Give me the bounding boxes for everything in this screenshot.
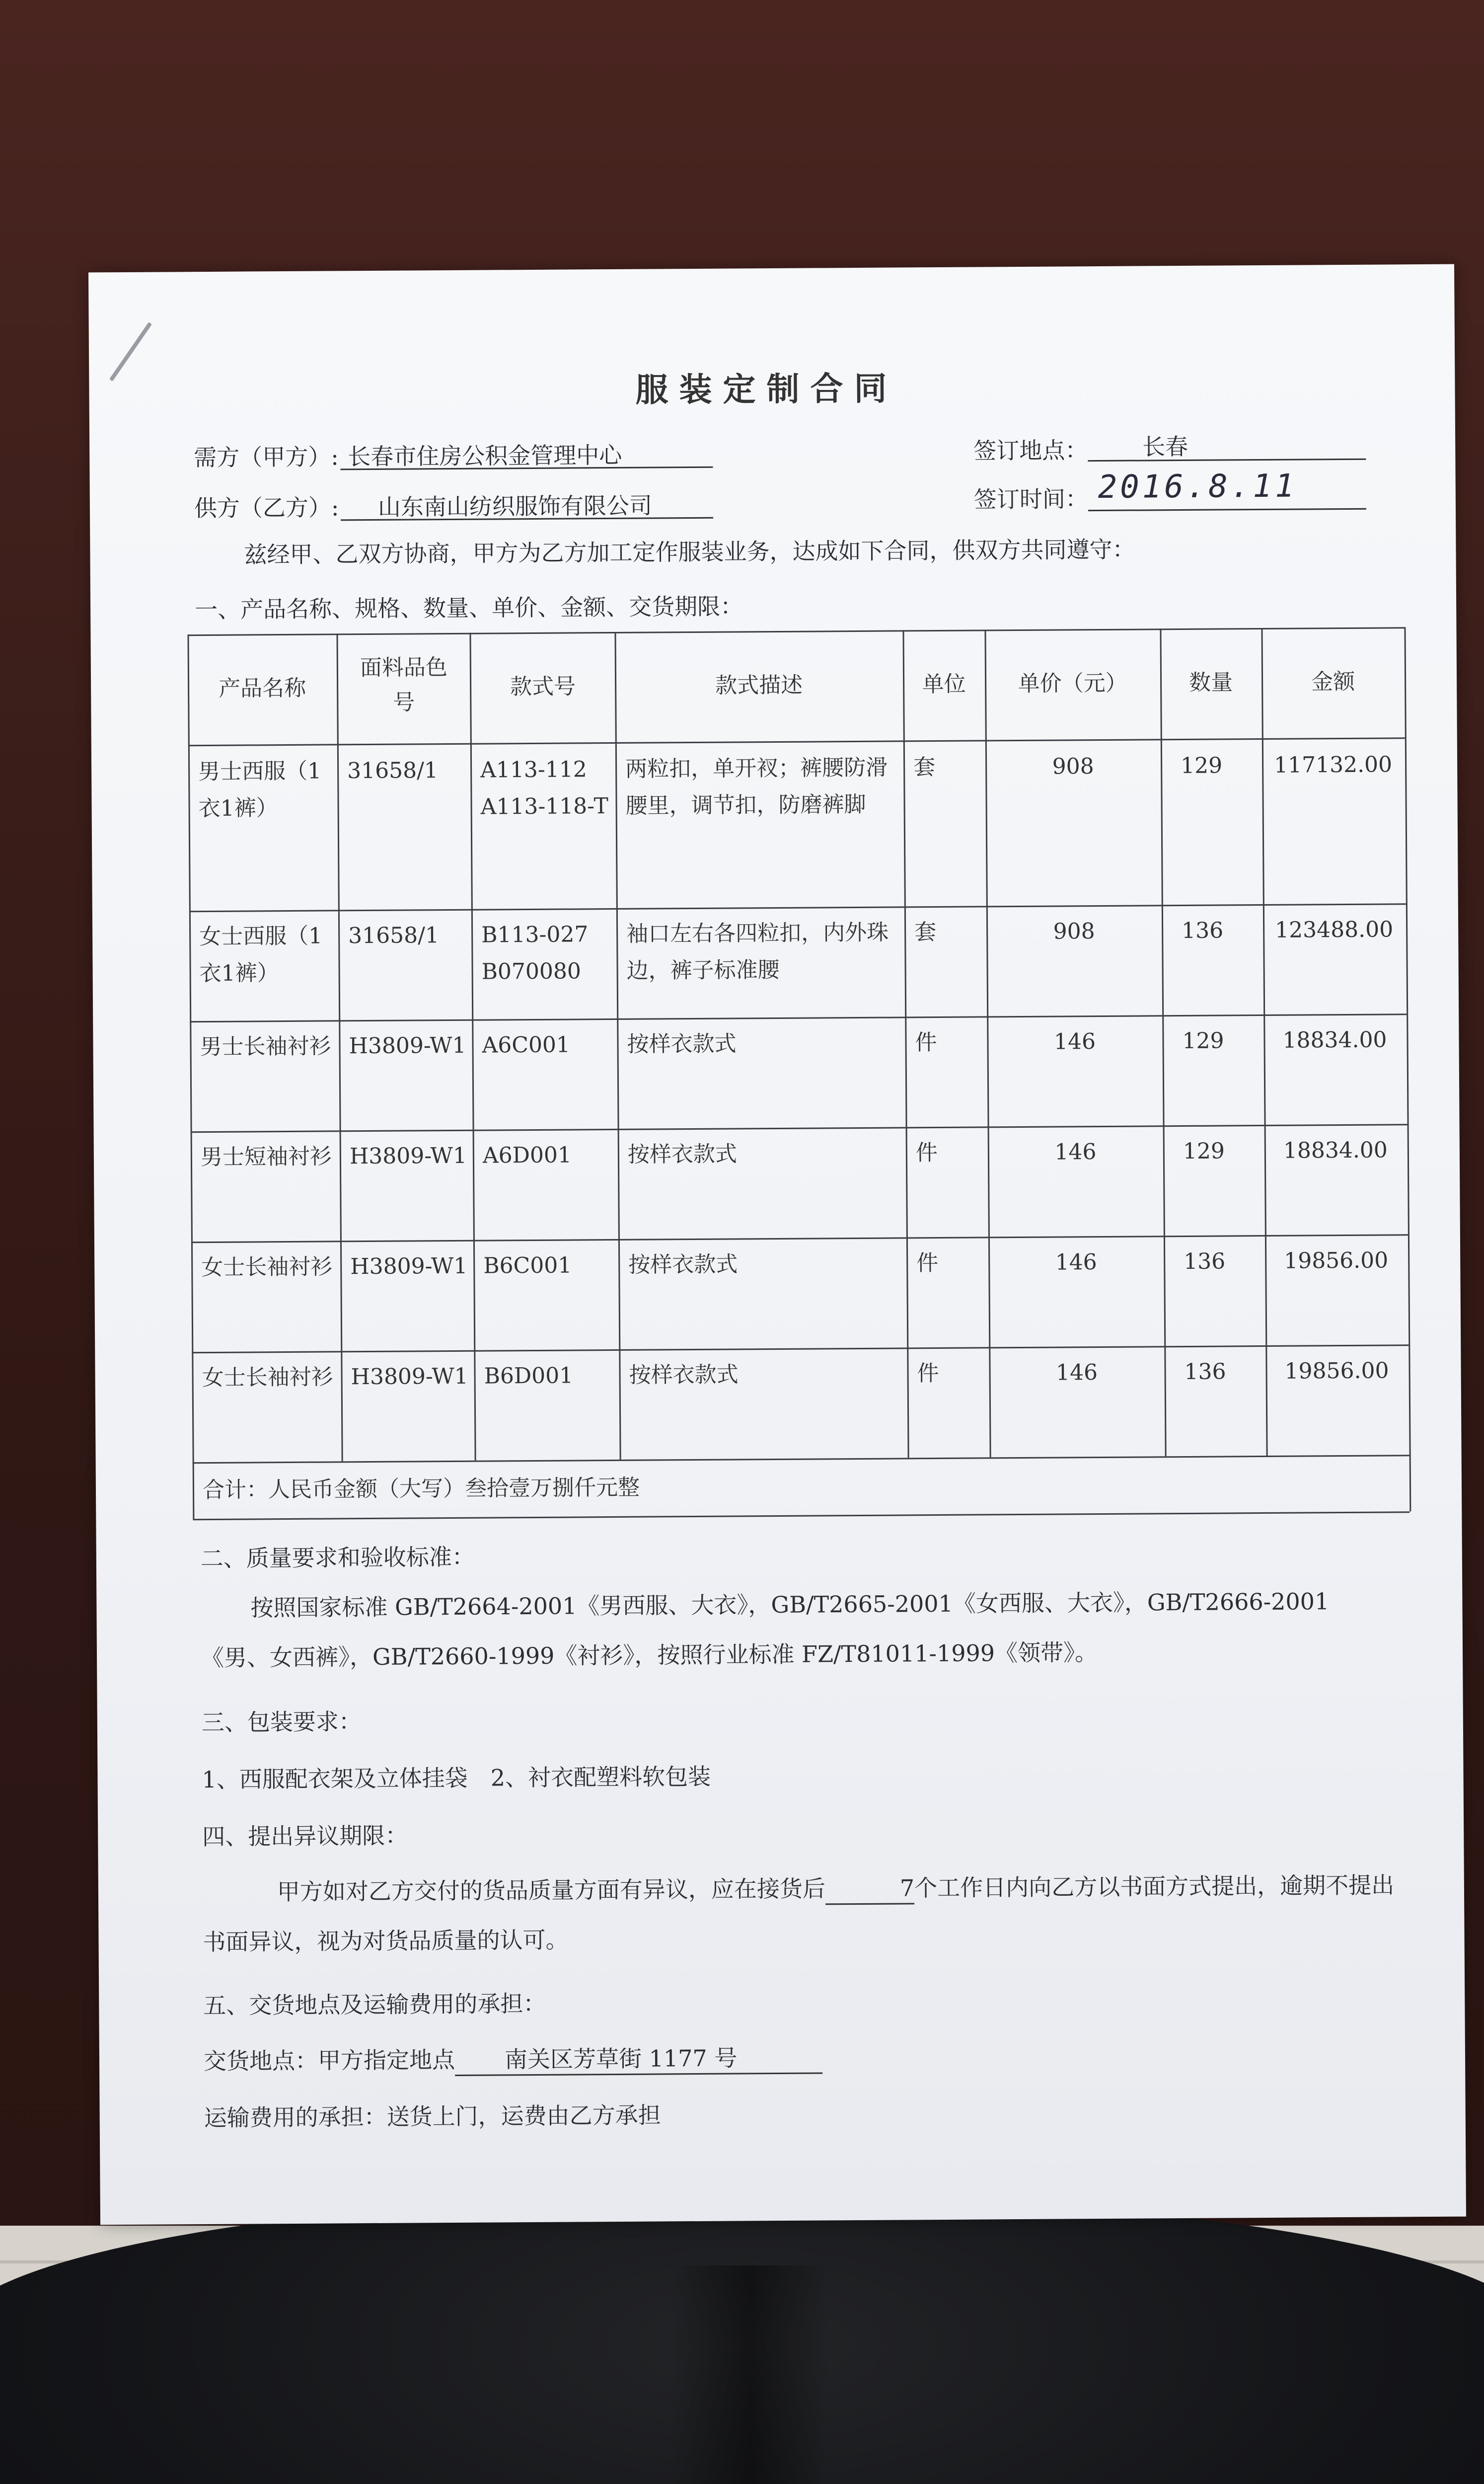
header-product-name: 产品名称 [218, 675, 306, 701]
row2-fabric: 31658/1 [348, 923, 440, 949]
header-fabric: 面料品色号 [360, 655, 448, 715]
row5-price: 146 [1055, 1249, 1097, 1275]
supplier-label: 供方（乙方）: [194, 494, 339, 522]
row4-amount: 18834.00 [1283, 1137, 1388, 1164]
row1-desc: 两粒扣，单开衩；裤腰防滑腰里，调节扣，防磨裤脚 [625, 755, 888, 819]
row5-fabric: H3809-W1 [350, 1253, 468, 1280]
row6-unit: 件 [917, 1361, 939, 1387]
sign-place-value: 长春 [1142, 433, 1188, 461]
delivery-place-label: 交货地点：甲方指定地点 [203, 2046, 455, 2075]
row3-amount: 18834.00 [1282, 1027, 1387, 1053]
row4-style: A6D001 [482, 1142, 572, 1168]
row6-amount: 19856.00 [1284, 1358, 1389, 1384]
row1-fabric: 31658/1 [347, 758, 439, 784]
row4-desc: 按样衣款式 [627, 1141, 738, 1167]
row2-unit: 套 [914, 920, 937, 945]
sign-place-label: 签订地点： [973, 437, 1088, 465]
row5-amount: 19856.00 [1284, 1247, 1389, 1274]
row1-style: A113-112 A113-118-T [480, 757, 609, 820]
contract-title: 服装定制合同 [635, 369, 898, 409]
sign-time-label: 签订时间： [973, 485, 1089, 513]
row6-desc: 按样衣款式 [629, 1362, 739, 1388]
row4-price: 146 [1054, 1139, 1097, 1165]
row4-name: 男士短袖衬衫 [200, 1144, 332, 1170]
header-amount: 金额 [1311, 669, 1355, 695]
section4-heading: 四、提出异议期限： [202, 1822, 408, 1851]
trouser-fold-shadow [670, 2265, 829, 2484]
row1-name: 男士西服（1衣1裤） [198, 758, 322, 822]
row6-price: 146 [1055, 1360, 1098, 1386]
section4-body [203, 1860, 1395, 1967]
row6-style: B6D001 [484, 1363, 574, 1389]
section4-body-suffix: 个工作日内向乙方以书面方式提出，逾期不提出书面异议，视为对货品质量的认可。 [203, 1871, 1395, 1956]
sign-time-handwritten: 2016.8.11 [1098, 467, 1297, 506]
section3-heading: 三、包装要求： [201, 1708, 362, 1736]
row6-name: 女士长袖衬衫 [202, 1364, 333, 1391]
row2-desc: 袖口左右各四粒扣，内外珠边，裤子标准腰 [626, 920, 889, 984]
header-unit-price: 单价（元） [1018, 670, 1127, 697]
buyer-value: 长春市住房公积金管理中心 [348, 441, 622, 470]
section4-body-prefix: 甲方如对乙方交付的货品质量方面有异议，应在接货后 [277, 1875, 826, 1906]
row2-qty: 136 [1182, 918, 1224, 944]
row3-desc: 按样衣款式 [627, 1031, 737, 1057]
row5-style: B6C001 [483, 1252, 572, 1279]
product-table [187, 627, 1410, 1504]
header-style-desc: 款式描述 [715, 672, 803, 699]
row3-style: A6C001 [482, 1032, 571, 1058]
row4-unit: 件 [915, 1140, 938, 1166]
row4-qty: 129 [1183, 1138, 1225, 1164]
row2-amount: 123488.00 [1275, 917, 1394, 943]
row5-desc: 按样衣款式 [628, 1251, 738, 1278]
row2-name: 女士西服（1衣1裤） [199, 923, 323, 987]
section1-heading: 一、产品名称、规格、数量、单价、金额、交货期限： [195, 593, 743, 623]
header-style-no: 款式号 [510, 674, 576, 700]
row5-qty: 136 [1184, 1248, 1226, 1275]
row3-fabric: H3809-W1 [349, 1032, 466, 1059]
table-total: 合计：人民币金额（大写）叁拾壹万捌仟元整 [202, 1475, 640, 1503]
transport-cost: 运输费用的承担：送货上门，运费由乙方承担 [204, 2101, 661, 2132]
buyer-label: 需方（甲方）: [194, 443, 339, 471]
row3-qty: 129 [1182, 1028, 1224, 1054]
contract-paper [88, 264, 1466, 2225]
row5-name: 女士长袖衬衫 [201, 1254, 333, 1281]
section2-heading: 二、质量要求和验收标准： [200, 1543, 475, 1572]
row2-style: B113-027 B070080 [481, 922, 589, 985]
row1-amount: 117132.00 [1273, 752, 1393, 778]
section2-body: 按照国家标准 GB/T2664-2001《男西服、大衣》，GB/T2665-2001《女西服、大衣》，GB/T2666-2001《男、女西裤》，GB/T2660-1999《衬衫》，按照行业标准 FZ/T81011-1999《领带》。 [201, 1588, 1330, 1672]
intro-text: 兹经甲、乙双方协商，甲方为乙方加工定作服装业务，达成如下合同，供双方共同遵守： [244, 536, 1135, 568]
objection-days: 7 [825, 1873, 915, 1905]
row3-name: 男士长袖衬衫 [200, 1033, 331, 1060]
row6-qty: 136 [1184, 1359, 1226, 1385]
row5-unit: 件 [916, 1250, 939, 1276]
staple-icon [109, 322, 152, 382]
row3-unit: 件 [915, 1030, 937, 1056]
row1-price: 908 [1052, 754, 1094, 779]
row1-unit: 套 [913, 755, 936, 780]
row2-price: 908 [1053, 919, 1095, 944]
header-unit: 单位 [922, 671, 966, 698]
row4-fabric: H3809-W1 [349, 1143, 467, 1169]
delivery-place-row [204, 2029, 1421, 2086]
header-qty: 数量 [1188, 670, 1233, 696]
row1-qty: 129 [1180, 753, 1223, 779]
row6-fabric: H3809-W1 [351, 1363, 468, 1390]
section5-heading: 五、交货地点及运输费用的承担： [203, 1990, 546, 2019]
supplier-value: 山东南山纺织服饰有限公司 [377, 492, 653, 521]
delivery-place-value: 南关区芳草街 1177 号 [455, 2042, 822, 2076]
section3-body: 1、西服配衣架及立体挂袋 2、衬衣配塑料软包装 [202, 1763, 711, 1793]
row3-price: 146 [1053, 1029, 1096, 1055]
